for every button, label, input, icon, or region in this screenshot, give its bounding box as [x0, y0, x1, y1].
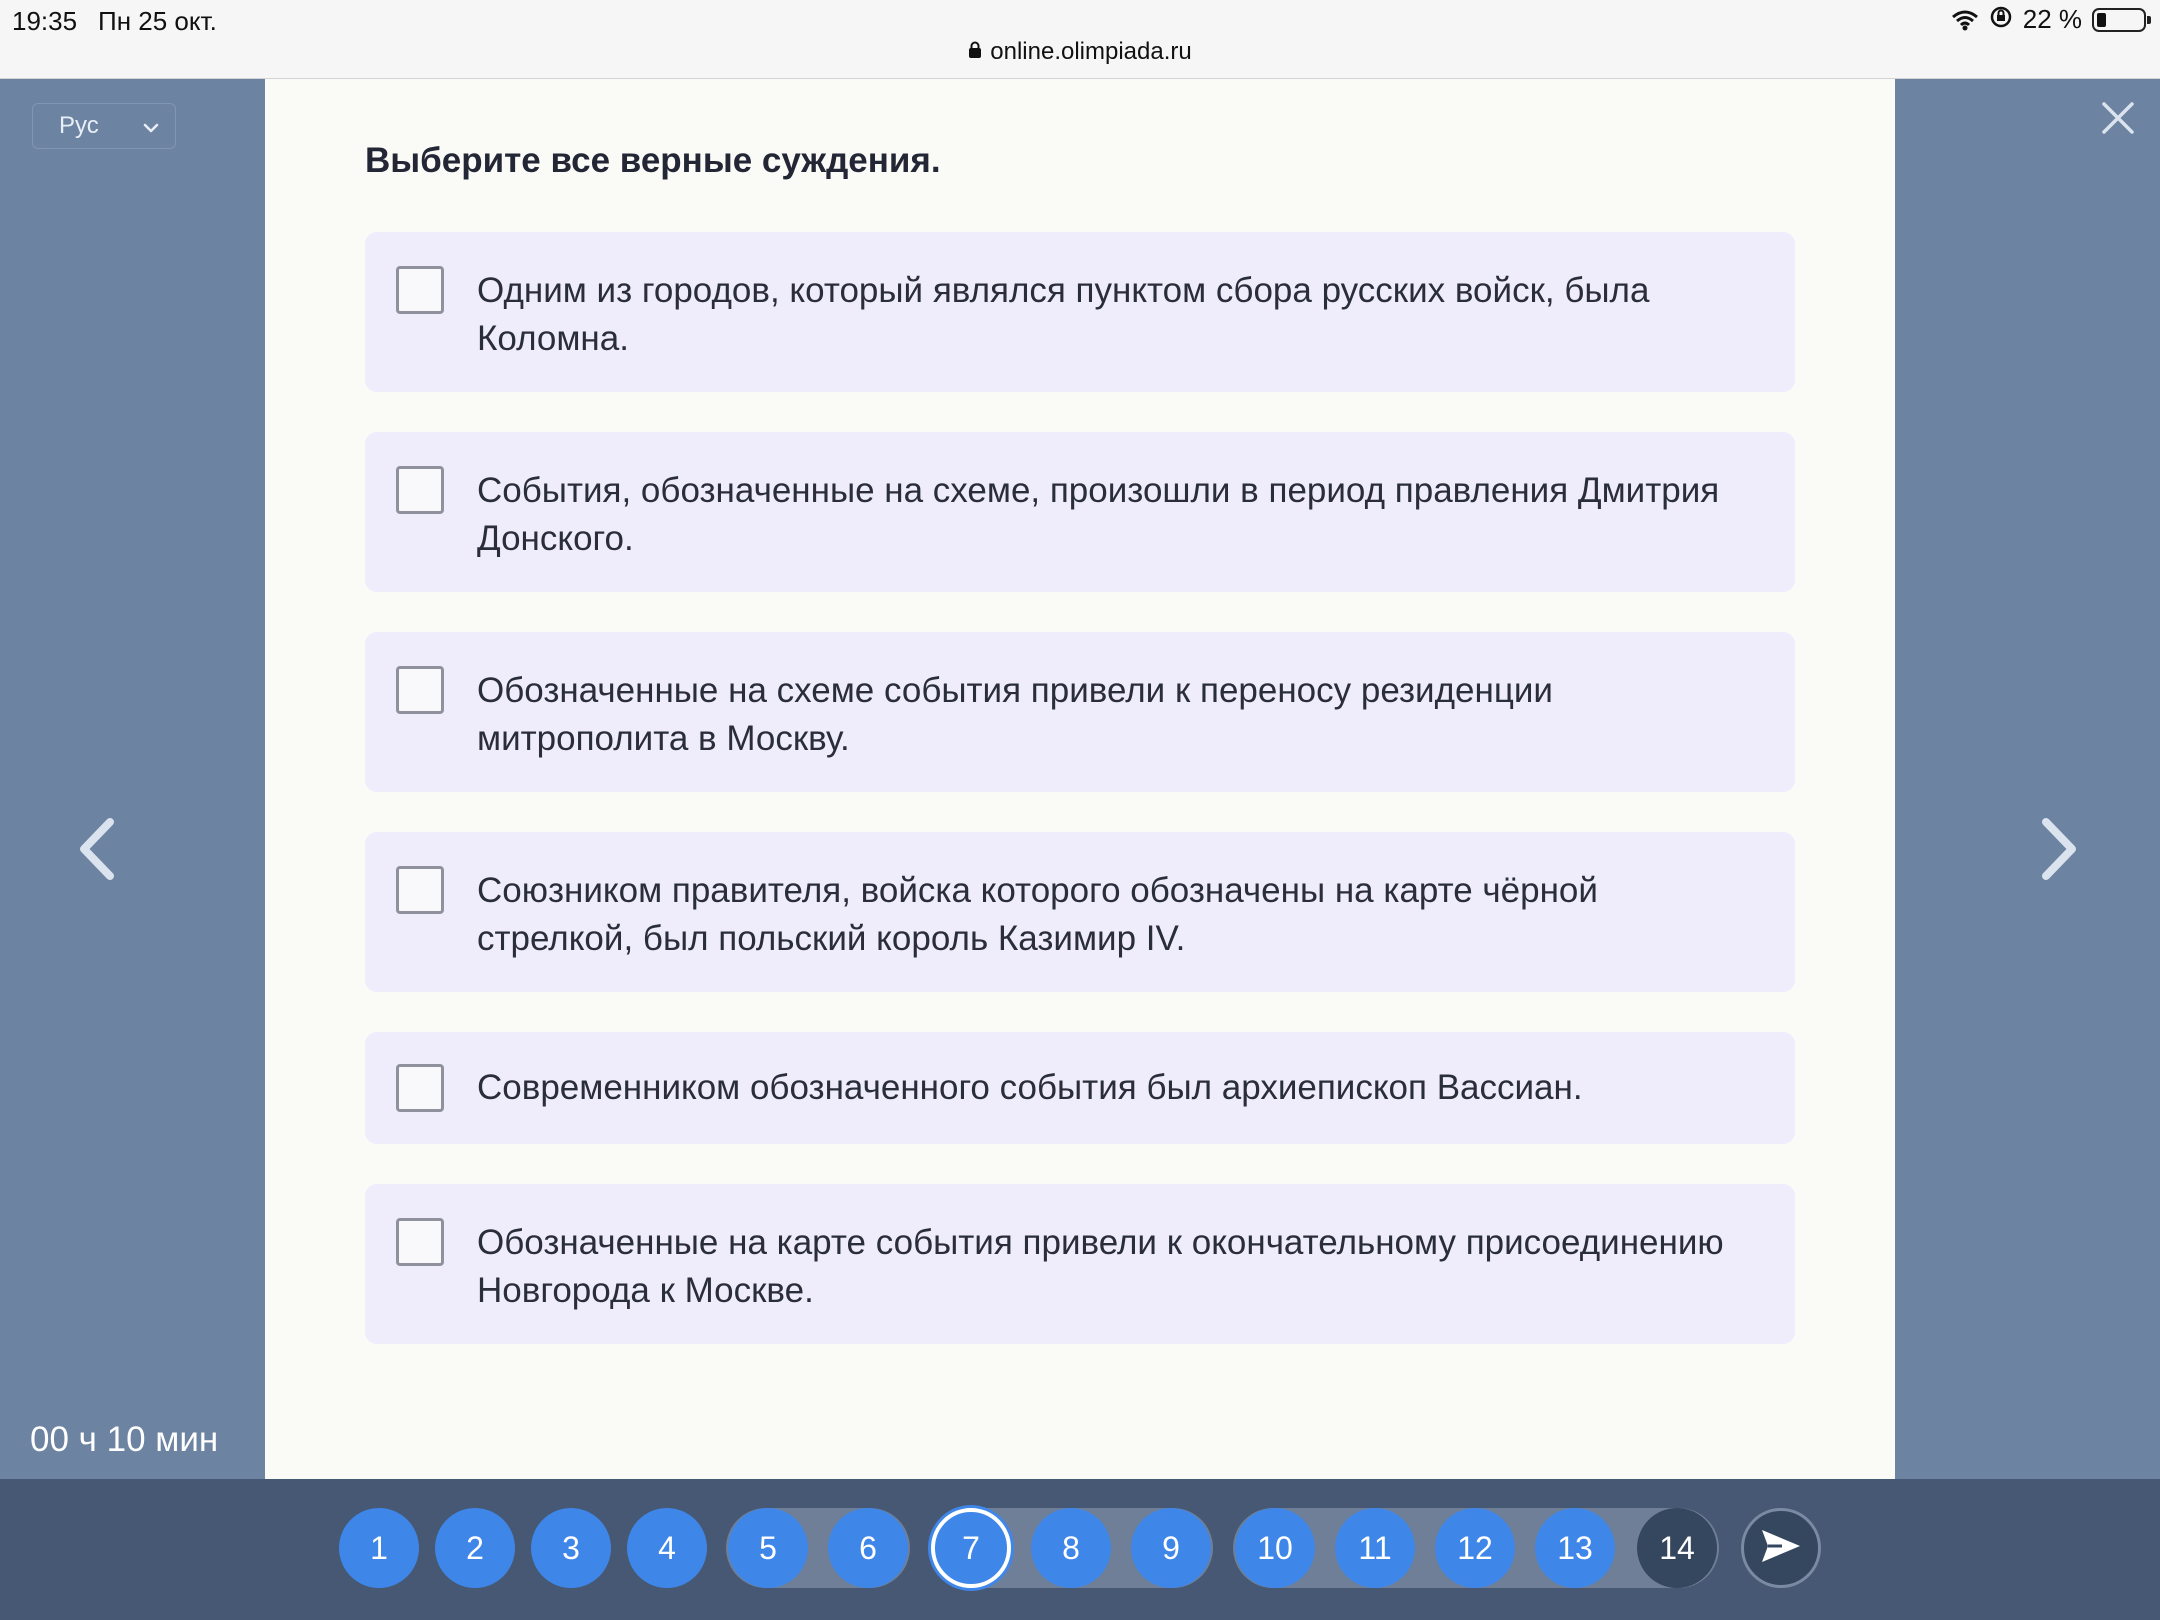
question-button-2[interactable]: 2	[435, 1508, 515, 1588]
question-button-7-current[interactable]: 7	[931, 1508, 1011, 1588]
answer-checkbox[interactable]	[396, 1064, 444, 1112]
status-time: 19:35	[12, 6, 78, 36]
previous-question-button[interactable]	[76, 818, 116, 885]
question-button-3[interactable]: 3	[531, 1508, 611, 1588]
answer-checkbox[interactable]	[396, 866, 444, 914]
question-button-4[interactable]: 4	[627, 1508, 707, 1588]
question-button-11[interactable]: 11	[1335, 1508, 1415, 1588]
language-select[interactable]	[32, 103, 176, 149]
status-indicators	[1951, 4, 2146, 35]
answer-checkbox[interactable]	[396, 666, 444, 714]
battery-icon	[2092, 8, 2146, 32]
answer-option-text: Одним из городов, который являлся пунктом сбора русских войск, была Коломна.	[477, 271, 1650, 358]
answer-option-text: Обозначенные на схеме события привели к переносу резиденции митрополита в Москву.	[477, 671, 1553, 758]
question-pills	[0, 1479, 2160, 1620]
answer-option[interactable]	[365, 1184, 1795, 1344]
answer-checkbox[interactable]	[396, 466, 444, 514]
chevron-right-icon	[2040, 867, 2080, 884]
question-button-8[interactable]: 8	[1031, 1508, 1111, 1588]
status-date: Пн 25 окт.	[98, 6, 217, 36]
question-title: Выберите все верные суждения.	[365, 141, 941, 180]
answer-option-text: Современником обозначенного события был архиепископ Вассиан.	[477, 1068, 1583, 1107]
question-button-5[interactable]: 5	[728, 1508, 808, 1588]
answer-option-text: Союзником правителя, войска которого обозначены на карте чёрной стрелкой, был польский король Казимир IV.	[477, 871, 1598, 958]
time-remaining: 00 ч 10 мин	[30, 1420, 219, 1459]
next-question-button[interactable]	[2040, 818, 2080, 885]
chevron-down-icon	[141, 117, 161, 145]
chevron-left-icon	[76, 867, 116, 884]
language-selected-value: Рус	[59, 112, 99, 139]
answer-option-text: Обозначенные на карте события привели к окончательному присоединению Новгорода к Москве.	[477, 1223, 1724, 1310]
url-bar[interactable]	[0, 38, 2160, 66]
wifi-icon	[1951, 9, 1979, 31]
submit-answers-button[interactable]	[1741, 1508, 1821, 1588]
question-button-6[interactable]: 6	[828, 1508, 908, 1588]
answer-option-text: События, обозначенные на схеме, произошли в период правления Дмитрия Донского.	[477, 471, 1720, 558]
question-navigation-bar	[0, 1479, 2160, 1620]
answer-option[interactable]	[365, 432, 1795, 592]
answer-checkbox[interactable]	[396, 1218, 444, 1266]
answer-option[interactable]	[365, 832, 1795, 992]
question-card	[265, 79, 1895, 1479]
close-button[interactable]	[2100, 100, 2136, 141]
url-text: online.olimpiada.ru	[990, 38, 1192, 65]
answer-option[interactable]	[365, 632, 1795, 792]
status-bar	[0, 0, 2160, 79]
answer-option[interactable]	[365, 1032, 1795, 1144]
answer-checkbox[interactable]	[396, 266, 444, 314]
close-icon	[2100, 123, 2136, 140]
question-button-10[interactable]: 10	[1235, 1508, 1315, 1588]
orientation-lock-icon	[1989, 5, 2013, 34]
lock-icon	[968, 38, 982, 66]
question-button-9[interactable]: 9	[1131, 1508, 1211, 1588]
question-button-1[interactable]: 1	[339, 1508, 419, 1588]
battery-percentage: 22 %	[2022, 4, 2082, 34]
send-icon	[1760, 1528, 1802, 1569]
question-button-12[interactable]: 12	[1435, 1508, 1515, 1588]
question-button-14[interactable]: 14	[1637, 1508, 1717, 1588]
question-button-13[interactable]: 13	[1535, 1508, 1615, 1588]
answer-option[interactable]	[365, 232, 1795, 392]
